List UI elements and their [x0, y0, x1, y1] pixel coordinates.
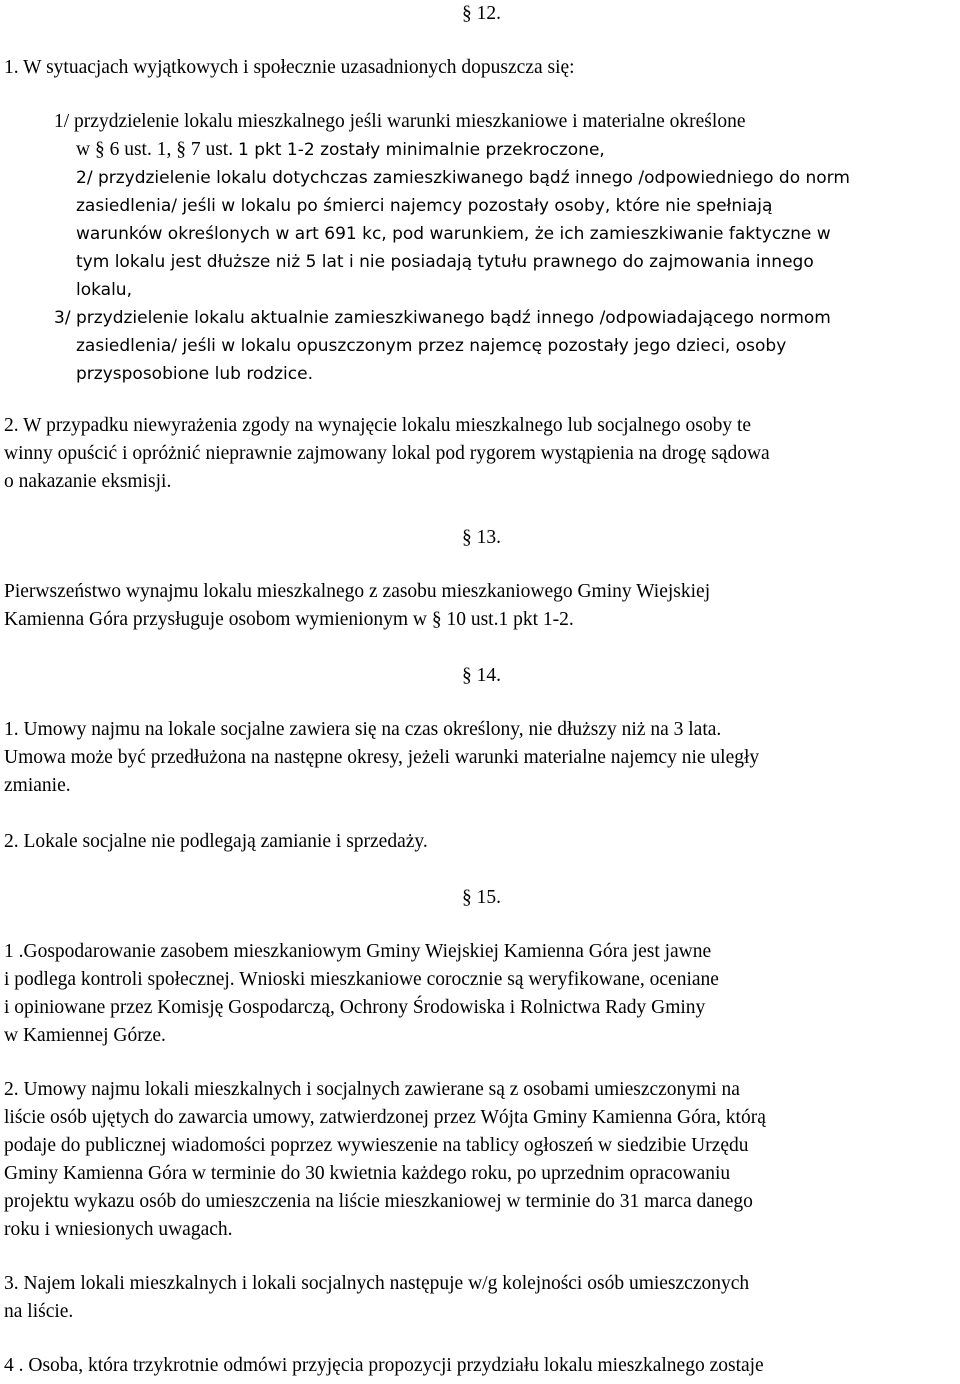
section-12-paragraph-2-line-1: 2. W przypadku niewyrażenia zgody na wynajęcie lokalu mieszkalnego lub socjalnego osoby te	[4, 415, 752, 436]
section-12-item-1-line-2a: w § 6 ust. 1, § 7 ust.	[76, 139, 234, 160]
section-15-paragraph-1-line-3: i opiniowane przez Komisję Gospodarczą, Ochrony Środowiska i Rolnictwa Rady Gminy	[4, 997, 706, 1018]
section-15-paragraph-1-line-4: w Kamiennej Górze.	[4, 1025, 166, 1046]
section-12-item-1-line-2b: 1 pkt 1-2 zostały minimalnie przekroczone,	[237, 140, 605, 160]
section-15-paragraph-2-line-3: podaje do publicznej wiadomości poprzez wywieszenie na tablicy ogłoszeń w siedzibie Urzędu	[4, 1135, 749, 1156]
section-12-item-2-line-4: tym lokalu jest dłuższe niż 5 lat i nie posiadają tytułu prawnego do zajmowania innego	[76, 252, 814, 272]
section-15-paragraph-2-line-4: Gminy Kamienna Góra w terminie do 30 kwietnia każdego roku, po uprzednim opracowaniu	[4, 1163, 731, 1184]
section-12-item-3-line-2: zasiedlenia/ jeśli w lokalu opuszczonym przez najemcę pozostały jego dzieci, osoby	[76, 336, 787, 356]
section-12-heading: § 12.	[462, 3, 501, 24]
section-15-paragraph-3-line-2: na liście.	[4, 1301, 74, 1322]
section-15-paragraph-2-line-2: liście osób ujętych do zawarcia umowy, zatwierdzonej przez Wójta Gminy Kamienna Góra, którą	[4, 1107, 766, 1128]
section-15-heading: § 15.	[462, 887, 501, 908]
section-15-paragraph-2-line-6: roku i wniesionych uwagach.	[4, 1219, 233, 1240]
section-12-item-2-line-2: zasiedlenia/ jeśli w lokalu po śmierci najemcy pozostały osoby, które nie spełniają	[76, 196, 773, 216]
section-12-item-3-line-1: 3/ przydzielenie lokalu aktualnie zamieszkiwanego bądź innego /odpowiadającego normom	[54, 308, 831, 328]
section-15-paragraph-4-line-1: 4 . Osoba, która trzykrotnie odmówi przyjęcia propozycji przydziału lokalu mieszkalnego zostaje	[4, 1355, 764, 1376]
section-12-item-3-line-3: przysposobione lub rodzice.	[76, 364, 313, 384]
section-15-paragraph-2-line-5: projektu wykazu osób do umieszczenia na liście mieszkaniowej w terminie do 31 marca danego	[4, 1191, 753, 1212]
section-13-line-2: Kamienna Góra przysługuje osobom wymienionym w § 10 ust.1 pkt 1-2.	[4, 609, 574, 630]
section-12-item-1-line-2	[76, 136, 605, 164]
section-15-paragraph-2-line-1: 2. Umowy najmu lokali mieszkalnych i socjalnych zawierane są z osobami umieszczonymi na	[4, 1079, 740, 1100]
section-12-item-2-line-3: warunków określonych w art 691 kc, pod warunkiem, że ich zamieszkiwanie faktyczne w	[76, 224, 831, 244]
section-15-paragraph-3-line-1: 3. Najem lokali mieszkalnych i lokali socjalnych następuje w/g kolejności osób umieszczonych	[4, 1273, 750, 1294]
section-14-paragraph-2-line-1: 2. Lokale socjalne nie podlegają zamianie i sprzedaży.	[4, 831, 428, 852]
section-15-paragraph-1-line-1: 1 .Gospodarowanie zasobem mieszkaniowym Gminy Wiejskiej Kamienna Góra jest jawne	[4, 941, 712, 962]
section-12-item-1-line-1: 1/ przydzielenie lokalu mieszkalnego jeśli warunki mieszkaniowe i materialne określone	[54, 111, 746, 132]
section-12-paragraph-2-line-3: o nakazanie eksmisji.	[4, 471, 172, 492]
section-14-paragraph-1-line-2: Umowa może być przedłużona na następne okresy, jeżeli warunki materialne najemcy nie uległy	[4, 747, 760, 768]
section-13-heading: § 13.	[462, 527, 501, 548]
section-12-paragraph-2-line-2: winny opuścić i opróżnić nieprawnie zajmowany lokal pod rygorem wystąpienia na drogę sądowa	[4, 443, 770, 464]
section-12-item-2-line-1: 2/ przydzielenie lokalu dotychczas zamieszkiwanego bądź innego /odpowiedniego do norm	[76, 168, 850, 188]
section-12-paragraph-1-intro: 1. W sytuacjach wyjątkowych i społecznie uzasadnionych dopuszcza się:	[4, 57, 575, 78]
section-15-paragraph-1-line-2: i podlega kontroli społecznej. Wnioski mieszkaniowe corocznie są weryfikowane, oceniane	[4, 969, 719, 990]
section-14-paragraph-1-line-3: zmianie.	[4, 775, 71, 796]
section-12-item-2-line-5: lokalu,	[76, 280, 132, 300]
section-14-paragraph-1-line-1: 1. Umowy najmu na lokale socjalne zawiera się na czas określony, nie dłuższy niż na 3 lata.	[4, 719, 722, 740]
section-13-line-1: Pierwszeństwo wynajmu lokalu mieszkalnego z zasobu mieszkaniowego Gminy Wiejskiej	[4, 581, 711, 602]
section-14-heading: § 14.	[462, 665, 501, 686]
